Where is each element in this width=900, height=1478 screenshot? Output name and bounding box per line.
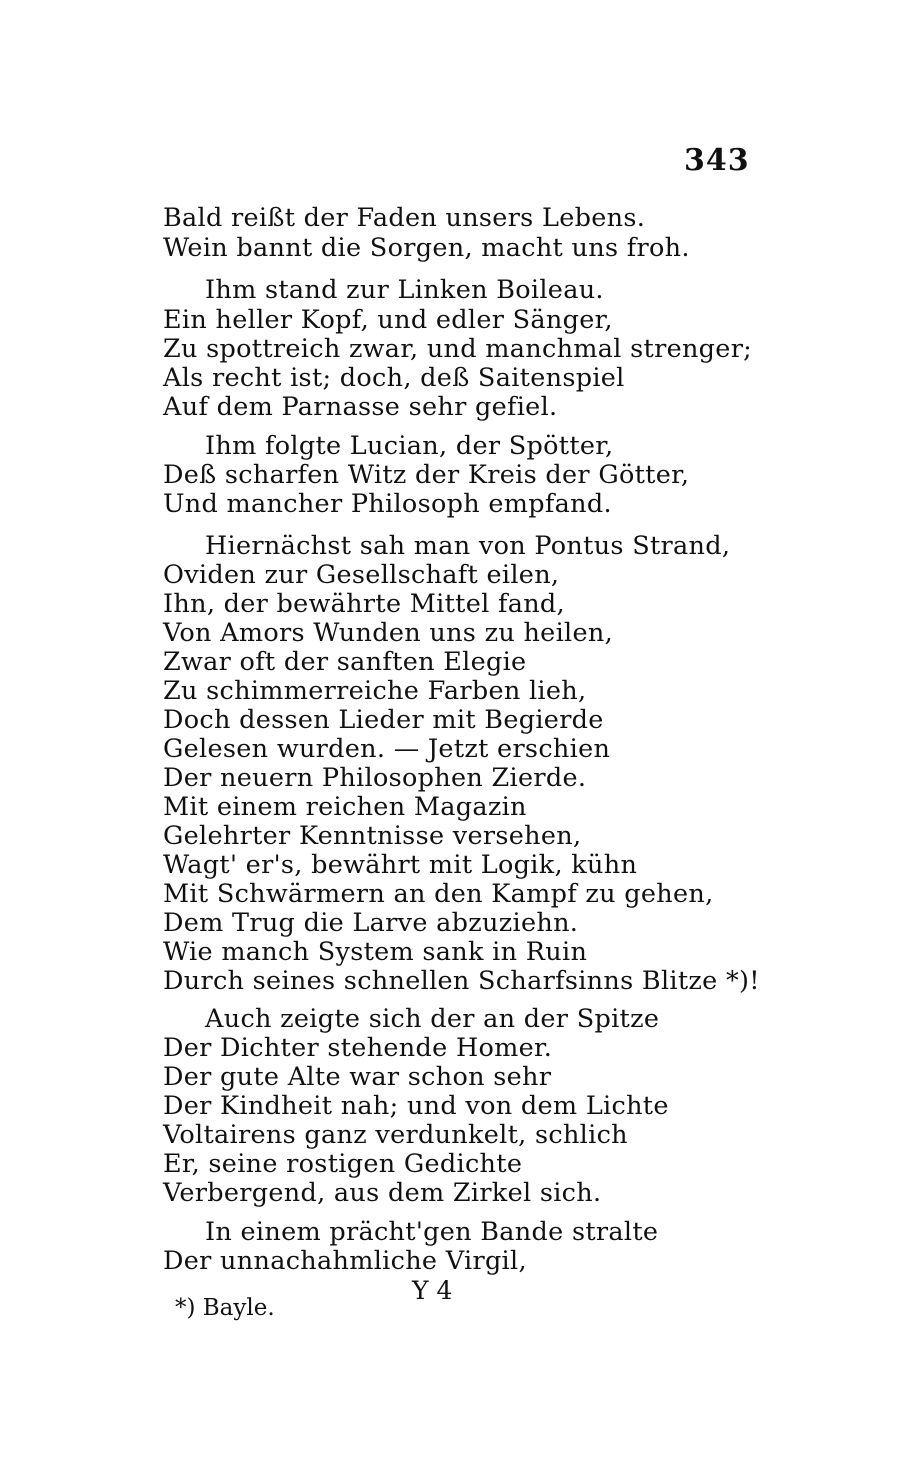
footnote: *) Bayle. — [175, 1295, 275, 1321]
verse-line: Dem Trug die Larve abzuziehn. — [163, 908, 579, 938]
verse-line: Verbergend, aus dem Zirkel sich. — [163, 1178, 602, 1208]
verse-line: Bald reißt der Faden unsers Lebens. — [163, 203, 646, 233]
verse-line: Und mancher Philosoph empfand. — [163, 489, 612, 519]
verse-line: Ihn, der bewährte Mittel fand, — [163, 589, 565, 619]
verse-line: Zu spottreich zwar, und manchmal strenger; — [163, 334, 753, 364]
verse-line: Zu schimmerreiche Farben lieh, — [163, 676, 587, 706]
verse-line: In einem prächt'gen Bande stralte — [205, 1217, 659, 1247]
verse-line: Gelesen wurden. — Jetzt erschien — [163, 734, 611, 764]
signature-mark: Y 4 — [412, 1276, 453, 1305]
verse-line: Mit Schwärmern an den Kampf zu gehen, — [163, 879, 714, 909]
verse-line: Der unnachahmliche Virgil, — [163, 1246, 527, 1276]
page-number: 343 — [684, 143, 750, 178]
verse-line: Der Dichter stehende Homer. — [163, 1033, 553, 1063]
verse-line: Ihm folgte Lucian, der Spötter, — [205, 431, 614, 461]
verse-line: Gelehrter Kenntnisse versehen, — [163, 821, 582, 851]
verse-line: Von Amors Wunden uns zu heilen, — [163, 618, 613, 648]
verse-line: Wein bannt die Sorgen, macht uns froh. — [163, 233, 690, 263]
verse-line: Der gute Alte war schon sehr — [163, 1062, 552, 1092]
verse-line: Wagt' er's, bewährt mit Logik, kühn — [163, 850, 638, 880]
verse-line: Der neuern Philosophen Zierde. — [163, 763, 587, 793]
verse-line: Zwar oft der sanften Elegie — [163, 647, 527, 677]
verse-line: Auch zeigte sich der an der Spitze — [205, 1004, 660, 1034]
verse-line: Auf dem Parnasse sehr gefiel. — [163, 392, 558, 422]
verse-line: Voltairens ganz verdunkelt, schlich — [163, 1120, 628, 1150]
verse-line: Ihm stand zur Linken Boileau. — [205, 275, 604, 305]
verse-line: Deß scharfen Witz der Kreis der Götter, — [163, 460, 690, 490]
verse-line: Als recht ist; doch, deß Saitenspiel — [163, 363, 625, 393]
verse-line: Oviden zur Gesellschaft eilen, — [163, 560, 560, 590]
verse-line: Er, seine rostigen Gedichte — [163, 1149, 523, 1179]
verse-line: Ein heller Kopf, und edler Sänger, — [163, 305, 613, 335]
verse-line: Mit einem reichen Magazin — [163, 792, 527, 822]
verse-line: Doch dessen Lieder mit Begierde — [163, 705, 604, 735]
verse-line: Hiernächst sah man von Pontus Strand, — [205, 531, 731, 561]
verse-line: Der Kindheit nah; und von dem Lichte — [163, 1091, 669, 1121]
verse-line: Wie manch System sank in Ruin — [163, 937, 588, 967]
verse-line: Durch seines schnellen Scharfsinns Blitze *)! — [163, 966, 760, 996]
